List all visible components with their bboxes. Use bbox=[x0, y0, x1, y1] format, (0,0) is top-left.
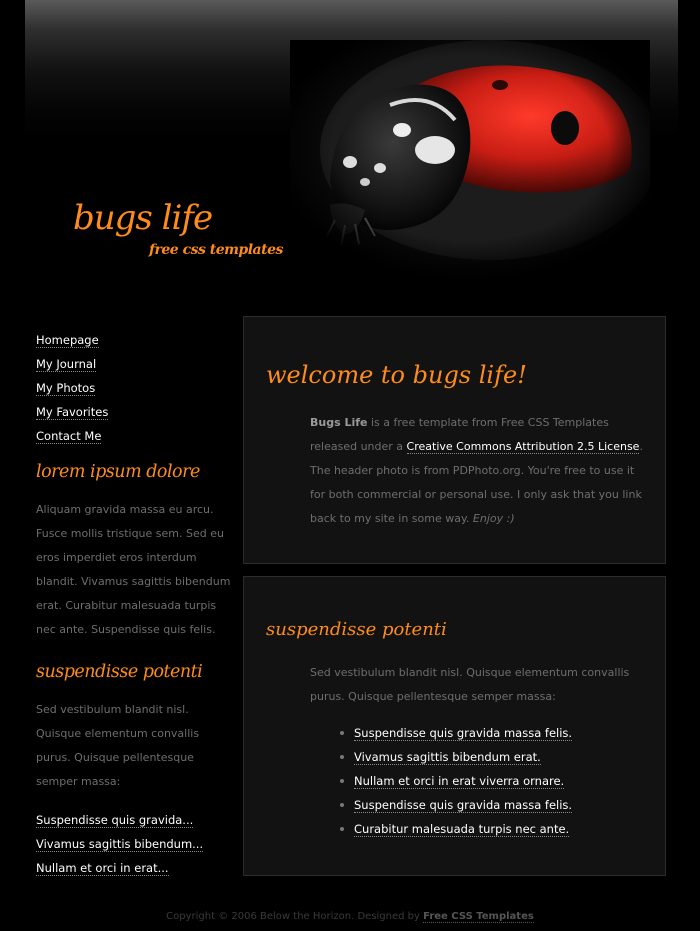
list-item bbox=[36, 858, 236, 882]
bullet-dot-icon bbox=[340, 755, 344, 759]
footer-link[interactable]: Free CSS Templates bbox=[423, 911, 534, 922]
bullet-link-2[interactable]: Vivamus sagittis bibendum erat. bbox=[354, 750, 541, 764]
list-item bbox=[340, 795, 572, 819]
welcome-text-part2: . The header photo is from PDPhoto.org. You're free to use it for both commercial or personal use. I only ask that you link back to my site in some way. bbox=[310, 440, 643, 525]
sidebar bbox=[36, 330, 236, 882]
bullet-dot-icon bbox=[340, 827, 344, 831]
list-item bbox=[36, 810, 236, 834]
sidebar-link-2[interactable]: Vivamus sagittis bibendum... bbox=[36, 837, 204, 851]
bullet-dot-icon bbox=[340, 779, 344, 783]
footer bbox=[0, 911, 700, 922]
welcome-enjoy: Enjoy :) bbox=[472, 512, 515, 525]
list-item bbox=[340, 771, 572, 795]
sidebar-link-3[interactable]: Nullam et orci in erat... bbox=[36, 861, 169, 875]
welcome-text-part1: is a free template from Free CSS Templates released under a bbox=[310, 416, 609, 453]
bullet-link-5[interactable]: Curabitur malesuada turpis nec ante. bbox=[354, 822, 570, 836]
welcome-panel bbox=[243, 316, 666, 564]
menu-item-my-journal bbox=[36, 354, 236, 378]
menu-item-my-favorites bbox=[36, 402, 236, 426]
content-heading: suspendisse potenti bbox=[266, 619, 447, 640]
menu-item-my-photos bbox=[36, 378, 236, 402]
list-item bbox=[340, 747, 572, 771]
bullet-link-3[interactable]: Nullam et orci in erat viverra ornare. bbox=[354, 774, 565, 788]
list-item bbox=[36, 834, 236, 858]
sidebar-heading-lorem: lorem ipsum dolore bbox=[36, 462, 200, 482]
main-menu bbox=[36, 330, 236, 450]
welcome-text bbox=[310, 411, 645, 531]
menu-link-my-photos[interactable]: My Photos bbox=[36, 381, 96, 395]
welcome-strong: Bugs Life bbox=[310, 416, 368, 429]
menu-item-homepage bbox=[36, 330, 236, 354]
list-item bbox=[340, 819, 572, 843]
bullet-dot-icon bbox=[340, 731, 344, 735]
footer-text: Copyright © 2006 Below the Horizon. Designed by bbox=[166, 911, 424, 922]
menu-link-my-favorites[interactable]: My Favorites bbox=[36, 405, 109, 419]
license-link[interactable]: Creative Commons Attribution 2.5 License bbox=[406, 440, 640, 453]
menu-link-my-journal[interactable]: My Journal bbox=[36, 357, 97, 371]
header bbox=[25, 0, 678, 300]
bullet-link-4[interactable]: Suspendisse quis gravida massa felis. bbox=[354, 798, 573, 812]
bullet-link-1[interactable]: Suspendisse quis gravida massa felis. bbox=[354, 726, 573, 740]
sidebar-heading-suspendisse: suspendisse potenti bbox=[36, 662, 203, 682]
content-bullet-list bbox=[340, 723, 572, 843]
site-title: bugs life bbox=[73, 198, 213, 238]
welcome-heading: welcome to bugs life! bbox=[266, 361, 527, 389]
ladybug-header-photo bbox=[290, 40, 650, 280]
sidebar-link-1[interactable]: Suspendisse quis gravida... bbox=[36, 813, 194, 827]
menu-link-homepage[interactable]: Homepage bbox=[36, 333, 99, 347]
menu-item-contact-me bbox=[36, 426, 236, 450]
sidebar-text-lorem: Aliquam gravida massa eu arcu. Fusce mollis tristique sem. Sed eu eros imperdiet eros interdum blandit. Vivamus sagittis bibendum erat. Curabitur malesuada turpis nec ante. Suspendisse quis felis. bbox=[36, 503, 231, 636]
site-slogan: free css templates bbox=[149, 242, 283, 258]
content-text: Sed vestibulum blandit nisl. Quisque elementum convallis purus. Quisque pellentesque semper massa: bbox=[310, 666, 630, 703]
sidebar-link-list bbox=[36, 810, 236, 882]
menu-link-contact-me[interactable]: Contact Me bbox=[36, 429, 102, 443]
bullet-dot-icon bbox=[340, 803, 344, 807]
list-item bbox=[340, 723, 572, 747]
sidebar-text-suspendisse: Sed vestibulum blandit nisl. Quisque elementum convallis purus. Quisque pellentesque semper massa: bbox=[36, 703, 200, 788]
content-panel bbox=[243, 576, 666, 876]
